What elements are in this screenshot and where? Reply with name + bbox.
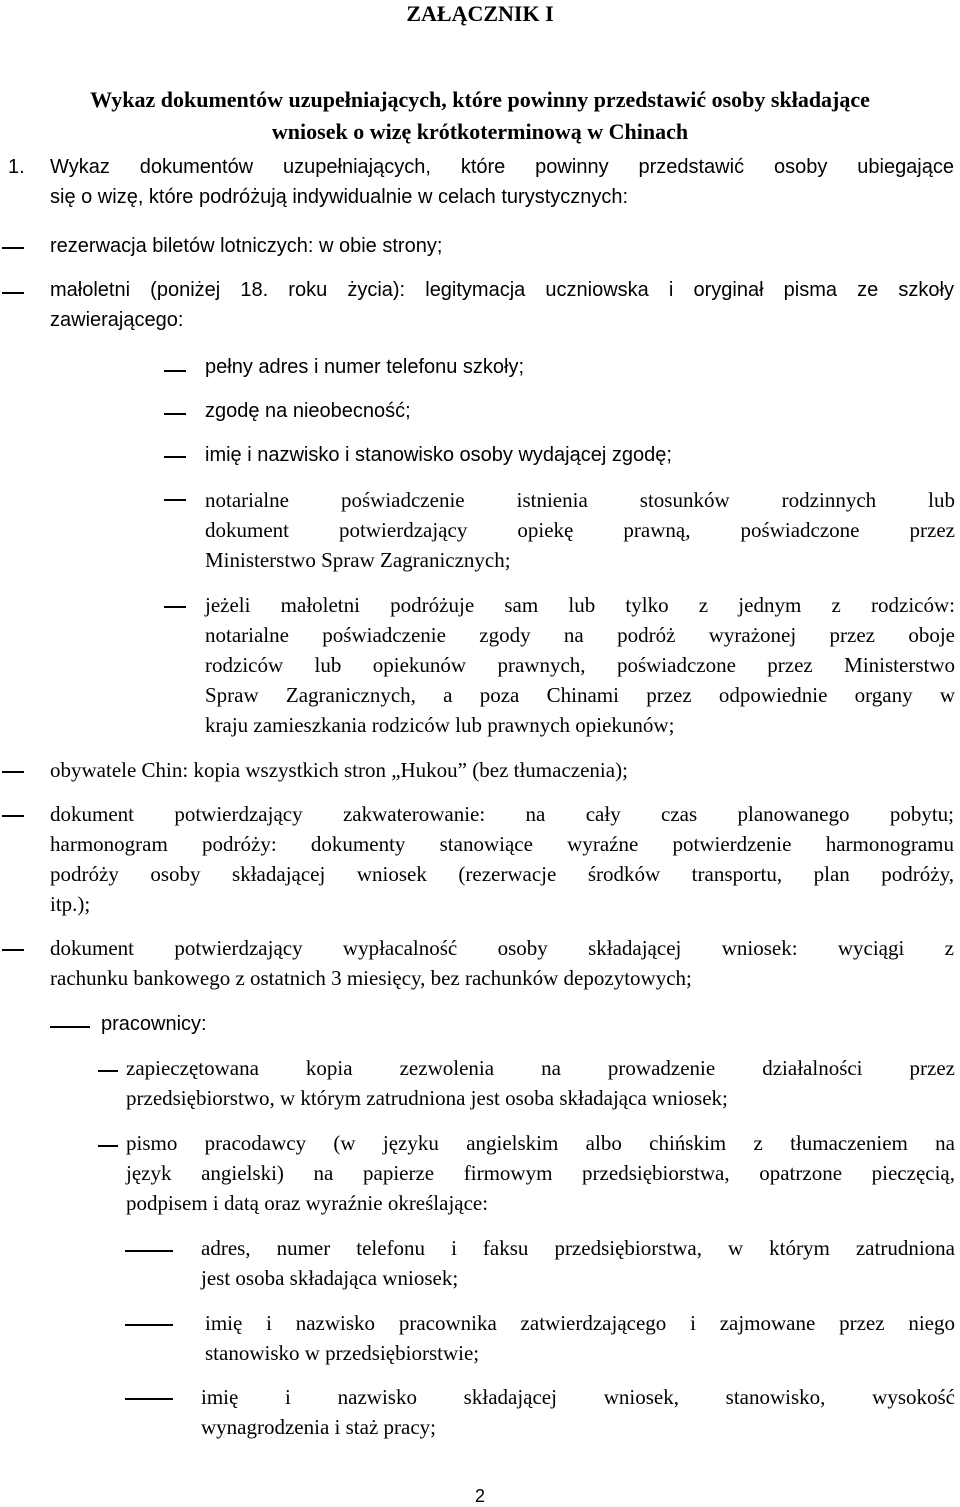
letter-sub-item-text: wynagrodzenia i staż pracy;	[201, 1415, 436, 1439]
minor-sub-item	[205, 440, 955, 470]
minor-sub-item-text: Ministerstwo Spraw Zagranicznych;	[205, 548, 511, 572]
workers-sub-item	[126, 1128, 955, 1218]
list-item-minors	[50, 275, 954, 335]
bullet-dash	[164, 456, 186, 458]
workers-sub-item-text: język angielski) na papierze firmowym przedsiębiorstwa, opatrzone pieczęcią,	[126, 1161, 955, 1185]
minor-sub-item-text: notarialne poświadczenie istnienia stosunków rodzinnych lub	[205, 488, 955, 512]
minor-sub-item	[205, 352, 955, 382]
letter-sub-item-text: imię i nazwisko składającej wniosek, stanowisko, wysokość	[201, 1385, 955, 1409]
list-item-workers	[101, 1009, 801, 1039]
bullet-dash	[2, 292, 24, 294]
letter-sub-item-text: adres, numer telefonu i faksu przedsiębiorstwa, w którym zatrudniona	[201, 1236, 955, 1260]
bullet-dash	[2, 771, 24, 773]
bullet-dash	[125, 1398, 173, 1400]
list-item-text: małoletni (poniżej 18. roku życia): legitymacja uczniowska i oryginał pisma ze szkoły	[50, 279, 954, 301]
list-item-citizens	[50, 755, 954, 785]
minor-sub-item	[205, 485, 955, 575]
subtitle-line: Wykaz dokumentów uzupełniających, które powinny przedstawić osoby składające	[90, 87, 870, 112]
page-number: 2	[474, 1486, 485, 1506]
list-item-text: harmonogram podróży: dokumenty stanowiące wyraźne potwierdzenie harmonogramu	[50, 832, 954, 856]
bullet-dash	[164, 499, 186, 501]
subtitle-line: wniosek o wizę krótkoterminową w Chinach	[271, 119, 689, 144]
letter-sub-item	[201, 1382, 955, 1442]
list-item-text: rezerwacja biletów lotniczych: w obie strony;	[50, 235, 443, 257]
minor-sub-item-text: rodziców lub opiekunów prawnych, poświadczone przez Ministerstwo	[205, 653, 955, 677]
list-item-text: pracownicy:	[101, 1013, 207, 1035]
list-item-solvency	[50, 933, 954, 993]
bullet-dash	[125, 1324, 173, 1326]
workers-sub-item-text: pismo pracodawcy (w języku angielskim albo chińskim z tłumaczeniem na	[126, 1131, 955, 1155]
minor-sub-item-text: imię i nazwisko i stanowisko osoby wydającej zgodę;	[205, 444, 672, 466]
letter-sub-item	[205, 1308, 955, 1368]
bullet-dash	[2, 949, 24, 951]
letter-sub-item-text: stanowisko w przedsiębiorstwie;	[205, 1341, 480, 1365]
list-item-flights	[50, 231, 954, 261]
section-heading	[50, 152, 954, 212]
list-item-text: dokument potwierdzający wypłacalność osoby składającej wniosek: wyciągi z	[50, 936, 954, 960]
list-item-text: itp.);	[50, 892, 91, 916]
bullet-dash	[98, 1070, 118, 1072]
letter-sub-item-text: jest osoba składająca wniosek;	[201, 1266, 459, 1290]
minor-sub-item-text: notarialne poświadczenie zgody na podróż wyrażonej przez oboje	[205, 623, 955, 647]
minor-sub-item	[205, 590, 955, 740]
list-item-text: zawierającego:	[50, 309, 184, 331]
section-heading-line: Wykaz dokumentów uzupełniających, które powinny przedstawić osoby ubiegające	[50, 156, 954, 178]
minor-sub-item-text: pełny adres i numer telefonu szkoły;	[205, 356, 525, 378]
document-title: ZAŁĄCZNIK I	[406, 1, 554, 26]
workers-sub-item-text: przedsiębiorstwo, w którym zatrudniona jest osoba składająca wniosek;	[126, 1086, 728, 1110]
workers-sub-item-text: podpisem i datą oraz wyraźnie określające:	[126, 1191, 489, 1215]
letter-sub-item-text: imię i nazwisko pracownika zatwierdzającego i zajmowane przez niego	[205, 1311, 955, 1335]
bullet-dash	[2, 815, 24, 817]
bullet-dash	[164, 413, 186, 415]
minor-sub-item-text: zgodę na nieobecność;	[205, 400, 411, 422]
section-number: 1.	[8, 156, 25, 178]
minor-sub-item-text: kraju zamieszkania rodziców lub prawnych opiekunów;	[205, 713, 675, 737]
list-item-accommodation	[50, 799, 954, 919]
minor-sub-item-text: Spraw Zagranicznych, a poza Chinami przez odpowiednie organy w	[205, 683, 955, 707]
bullet-dash	[50, 1026, 90, 1028]
section-heading-line: się o wizę, które podróżują indywidualnie w celach turystycznych:	[50, 186, 629, 208]
workers-sub-item-text: zapieczętowana kopia zezwolenia na prowadzenie działalności przez	[126, 1056, 955, 1080]
minor-sub-item	[205, 396, 955, 426]
bullet-dash	[164, 606, 186, 608]
minor-sub-item-text: jeżeli małoletni podróżuje sam lub tylko z jednym z rodziców:	[205, 593, 955, 617]
document-subtitle	[0, 84, 960, 148]
letter-sub-item	[201, 1233, 955, 1293]
bullet-dash	[98, 1145, 118, 1147]
list-item-text: podróży osoby składającej wniosek (rezerwacje środków transportu, plan podróży,	[50, 862, 954, 886]
list-item-text: obywatele Chin: kopia wszystkich stron „Hukou” (bez tłumaczenia);	[50, 758, 628, 782]
workers-sub-item	[126, 1053, 955, 1113]
bullet-dash	[2, 247, 24, 249]
list-item-text: dokument potwierdzający zakwaterowanie: na cały czas planowanego pobytu;	[50, 802, 954, 826]
bullet-dash	[164, 370, 186, 372]
bullet-dash	[125, 1250, 173, 1252]
minor-sub-item-text: dokument potwierdzający opiekę prawną, poświadczone przez	[205, 518, 955, 542]
list-item-text: rachunku bankowego z ostatnich 3 miesięcy, bez rachunków depozytowych;	[50, 966, 692, 990]
